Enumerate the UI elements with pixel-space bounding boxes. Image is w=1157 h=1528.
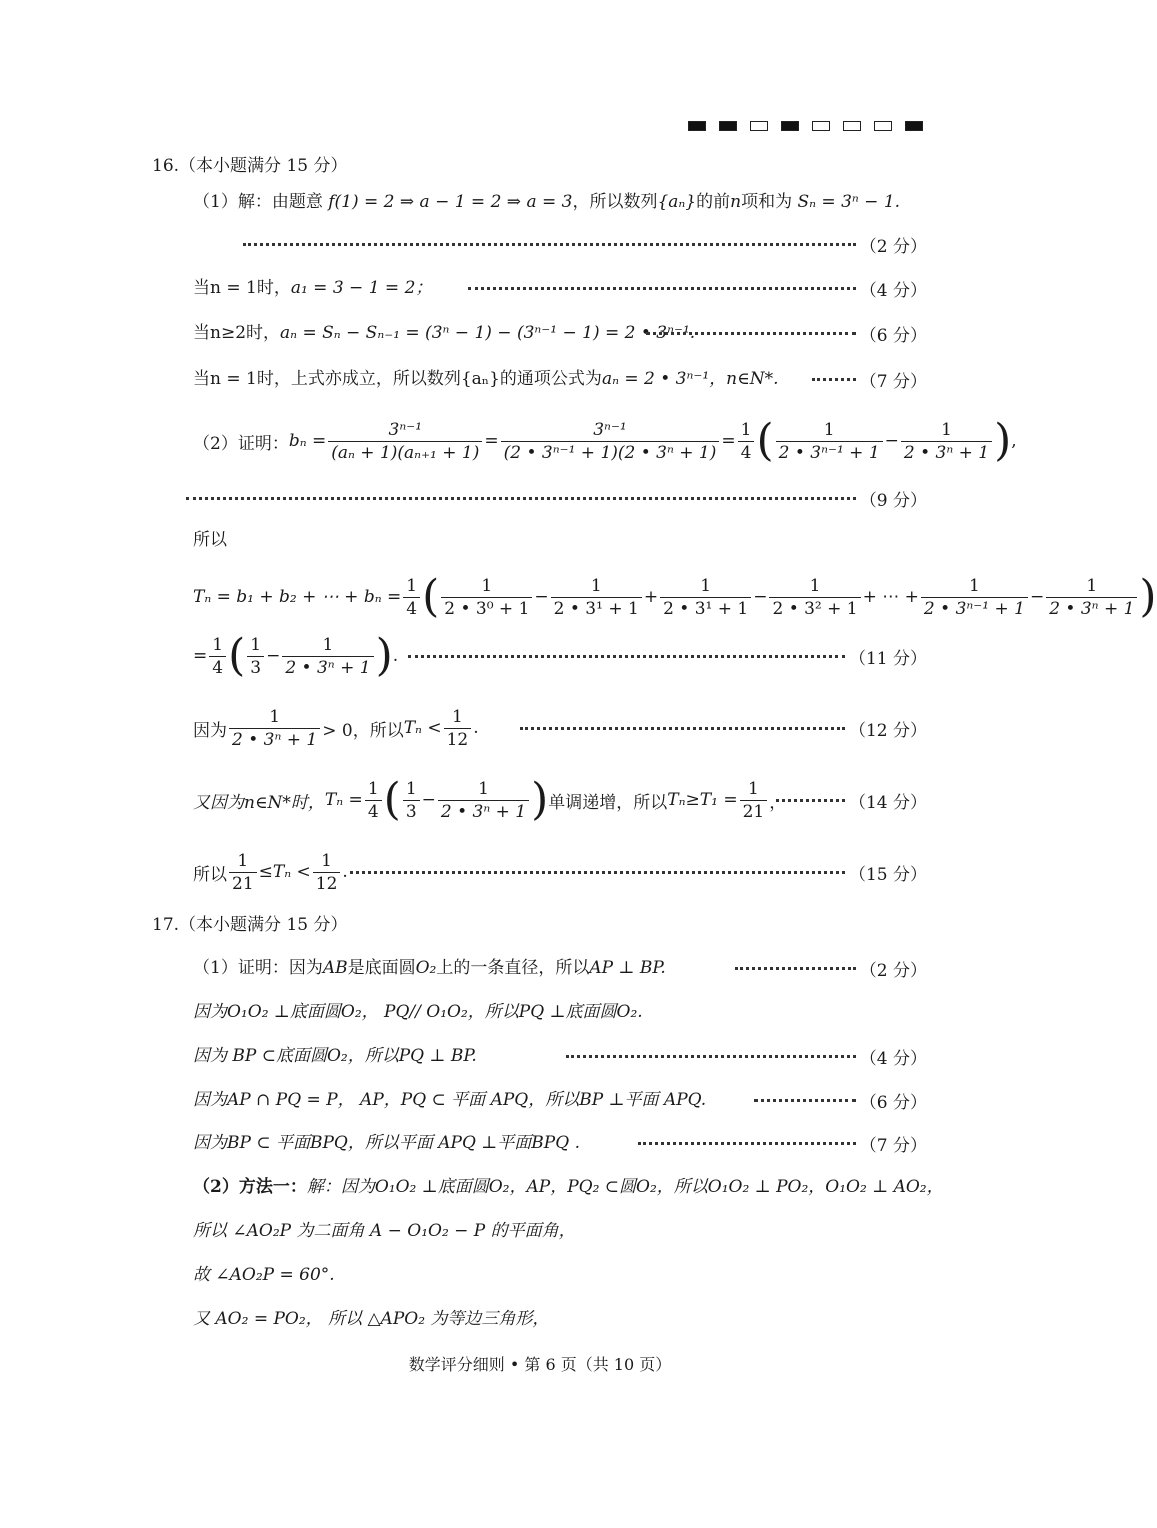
q16-p1-text2: 的前 (696, 192, 731, 212)
fraction (403, 778, 420, 823)
q16-monotone-line: 又因为n∈N*时， Tₙ = $\frac{1}{4}$ ( $\frac{1}{3}$ − $\frac{1}{\text{2 • 3ⁿ + 1}}$ ) 单调递增，所以 Tₙ≥T₁ = $\frac{1}{21}$ ， (193, 774, 787, 825)
q16-score-15-row (350, 860, 927, 884)
denominator: 2 • 3ⁿ + 1 (1049, 598, 1135, 619)
numerator: 1 (229, 850, 257, 873)
q16-title: 16.（本小题满分 15 分） (152, 156, 348, 176)
q17-l1-a: （1）证明：因为 (193, 958, 323, 978)
numerator: 1 (229, 706, 320, 729)
fraction (313, 850, 341, 895)
q16-l15-a: 所以 (193, 864, 227, 885)
fraction (328, 419, 482, 464)
q16-general-term-line (193, 367, 778, 391)
numerator: 1 (901, 419, 992, 442)
denominator: 4 (406, 598, 418, 619)
numerator: 1 (438, 778, 529, 801)
numerator: 1 (209, 634, 226, 657)
q16-score-9: （9 分） (859, 490, 927, 511)
numerator: 1 (282, 634, 373, 657)
numerator: 1 (365, 778, 382, 801)
numerator: 1 (313, 850, 341, 873)
q16-score-7-row (812, 367, 927, 391)
q16-bn-equation: （2）证明： bₙ = $\frac{\text{3ⁿ⁻¹}}{\text{(aₙ + 1)(aₙ₊₁ + 1)}}$ = $\frac{\text{3ⁿ⁻¹}}{\text{(2 • 3ⁿ⁻¹ + 1)(2 • 3ⁿ + 1)}}$ = $\frac{1}{4}$ ( $\frac{1}{\text{2 • 3ⁿ⁻¹ + 1}}$ − $\frac{1}{\text{2 • 3ⁿ + 1}}$ ) , (193, 415, 1017, 466)
denominator: 2 • 3ⁿ⁻¹ + 1 (923, 598, 1025, 619)
numerator: 1 (441, 575, 532, 598)
q16-n2-line (193, 321, 695, 345)
fraction (229, 706, 320, 751)
empty-square-mark (843, 121, 861, 131)
q17-score-6-row (754, 1088, 927, 1112)
q17-line-8: 故 ∠AO₂P = 60°. (193, 1265, 335, 1285)
filled-square-mark (719, 121, 737, 131)
fraction (444, 706, 472, 751)
numerator: 1 (740, 778, 768, 801)
fraction (438, 778, 529, 823)
q17-l1-c: 是底面圆 (347, 958, 416, 978)
numerator: 1 (1046, 575, 1137, 598)
q16-score-11: （11 分） (848, 648, 927, 669)
denominator: 3 (250, 657, 262, 678)
empty-square-mark (812, 121, 830, 131)
q17-line-9: 又 AO₂ = PO₂， 所以 △APO₂ 为等边三角形， (193, 1309, 550, 1329)
q16-n2-text: 当n≥2时， (193, 323, 281, 343)
denominator: 2 • 3ⁿ + 1 (285, 657, 371, 678)
q17-line-4: 因为AP ∩ PQ = P， AP，PQ ⊂ 平面 APQ，所以BP ⊥平面 APQ. (193, 1090, 707, 1110)
fraction (282, 634, 373, 679)
q16-conclusion-line: 所以 $\frac{1}{21}$ ≤Tₙ < $\frac{1}{12}$ . (193, 850, 348, 894)
q16-n1-text: 当n = 1时， (193, 278, 291, 298)
q16-part1-line (193, 190, 900, 214)
q17-method-one-label: （2）方法一： (193, 1177, 307, 1197)
q16-bn-lhs: bₙ = (288, 431, 327, 451)
numerator: 1 (738, 419, 755, 442)
denominator: 4 (367, 801, 379, 822)
numerator: 1 (247, 634, 264, 657)
q17-line-6 (193, 1175, 944, 1199)
q16-l14-b: Tₙ = (324, 790, 363, 810)
fraction (403, 575, 420, 620)
denominator: 2 • 3⁰ + 1 (444, 598, 530, 619)
q16-suoyi: 所以 (193, 530, 227, 550)
q17-line-2: 因为O₁O₂ ⊥底面圆O₂， PQ// O₁O₂，所以PQ ⊥底面圆O₂. (193, 1002, 643, 1022)
filled-square-mark (781, 121, 799, 131)
q16-tn-result-equation: = $\frac{1}{4}$ ( $\frac{1}{3}$ − $\frac{1}{\text{2 • 3ⁿ + 1}}$ ) . (193, 630, 399, 681)
empty-square-mark (750, 121, 768, 131)
page-marker-squares (688, 121, 923, 131)
numerator: 1 (921, 575, 1028, 598)
page-footer: 数学评分细则 • 第 6 页（共 10 页） (408, 1355, 672, 1374)
fraction (441, 575, 532, 620)
q16-score-4-row (468, 276, 927, 300)
fraction (551, 575, 642, 620)
q17-score-2-row (735, 956, 927, 980)
denominator: 2 • 3ⁿ + 1 (440, 801, 527, 822)
q16-l14-a: 又因为n∈N*时， (193, 792, 325, 813)
denominator: 2 • 3ⁿ + 1 (903, 442, 990, 463)
q16-general-term-eq: aₙ = 2 • 3ⁿ⁻¹，n∈N*. (601, 369, 779, 389)
q16-n2-eq: aₙ = Sₙ − Sₙ₋₁ = (3ⁿ − 1) − (3ⁿ⁻¹ − 1) = 2 • 3ⁿ⁻¹. (280, 323, 696, 343)
q17-score-4-row (566, 1044, 927, 1068)
q16-score-6-row (646, 321, 927, 345)
fraction (921, 575, 1028, 620)
q17-score-7-row (638, 1131, 927, 1155)
numerator: 3ⁿ⁻¹ (501, 419, 720, 442)
q16-n1-line (193, 276, 432, 300)
q16-p1-text: ，所以数列 (572, 192, 658, 212)
q17-line-1 (193, 956, 666, 980)
fraction (209, 634, 226, 679)
filled-square-mark (905, 121, 923, 131)
q17-title: 17.（本小题满分 15 分） (152, 915, 348, 935)
fraction (247, 634, 264, 679)
fraction (365, 778, 382, 823)
q17-line-7: 所以 ∠AO₂P 为二面角 A − O₁O₂ − P 的平面角， (193, 1221, 576, 1241)
q16-p1-n: n (730, 192, 742, 212)
q16-score-14-row (776, 788, 927, 812)
q17-score-7: （7 分） (859, 1135, 927, 1156)
denominator: 2 • 3² + 1 (772, 598, 858, 619)
fraction (501, 419, 720, 464)
q16-p1-text3: 项和为 (741, 192, 793, 212)
q16-score-2: （2 分） (859, 236, 927, 257)
q16-p1-sum: Sₙ = 3ⁿ − 1. (797, 192, 901, 212)
denominator: 12 (446, 729, 469, 750)
fraction (1046, 575, 1137, 620)
denominator: 12 (315, 873, 338, 894)
q16-p1-seq: {aₙ} (657, 192, 697, 212)
q17-l1-b: AB (322, 958, 348, 978)
q17-score-6: （6 分） (859, 1092, 927, 1113)
denominator: 2 • 3ⁿ⁻¹ + 1 (778, 442, 880, 463)
q16-score-11-row (408, 644, 927, 668)
fraction (660, 575, 751, 620)
fraction (229, 850, 257, 895)
numerator: 1 (776, 419, 883, 442)
q16-general-term-text: 当n = 1时，上式亦成立，所以数列{aₙ}的通项公式为 (193, 369, 602, 389)
q16-l15-b: ≤Tₙ < (258, 862, 311, 882)
q16-p1-equation: f(1) = 2 ⇒ a − 1 = 2 ⇒ a = 3 (328, 192, 573, 212)
q17-line-5: 因为BP ⊂ 平面BPQ，所以平面 APQ ⊥平面BPQ . (193, 1133, 580, 1153)
q16-score-12-row (520, 716, 927, 740)
q17-l1-d: O₂ (415, 958, 437, 978)
q16-score-7: （7 分） (859, 371, 927, 392)
q16-l12-c: Tₙ < (403, 718, 442, 738)
denominator: (aₙ + 1)(aₙ₊₁ + 1) (331, 442, 480, 463)
denominator: 2 • 3ⁿ + 1 (232, 729, 318, 750)
q16-score-9-row (186, 486, 927, 510)
denominator: 21 (232, 873, 254, 894)
denominator: 3 (405, 801, 417, 822)
q17-l1-e: 上的一条直径，所以 (436, 958, 590, 978)
denominator: 2 • 3¹ + 1 (663, 598, 749, 619)
numerator: 1 (551, 575, 642, 598)
q16-p2-label: （2）证明： (193, 433, 289, 454)
fraction (901, 419, 992, 464)
fraction (740, 778, 768, 823)
empty-square-mark (874, 121, 892, 131)
q16-score-2-row (243, 232, 927, 256)
q16-score-14: （14 分） (848, 792, 927, 813)
numerator: 1 (769, 575, 860, 598)
q16-l14-d: Tₙ≥T₁ = (667, 790, 738, 810)
q16-positive-line: 因为 $\frac{1}{\text{2 • 3ⁿ + 1}}$ > 0，所以 Tₙ < $\frac{1}{12}$ . (193, 706, 479, 750)
q16-l12-b: > 0，所以 (322, 720, 404, 741)
q17-score-4: （4 分） (859, 1048, 927, 1069)
q16-l12-a: 因为 (193, 720, 227, 741)
q16-score-4: （4 分） (859, 280, 927, 301)
numerator: 1 (444, 706, 472, 729)
denominator: 4 (740, 442, 752, 463)
q16-score-15: （15 分） (848, 864, 927, 885)
numerator: 1 (660, 575, 751, 598)
numerator: 3ⁿ⁻¹ (328, 419, 482, 442)
q17-l6-b: 解：因为O₁O₂ ⊥底面圆O₂，AP，PQ₂ ⊂圆O₂，所以O₁O₂ ⊥ PO₂，O₁O₂ ⊥ AO₂， (306, 1177, 944, 1197)
denominator: (2 • 3ⁿ⁻¹ + 1)(2 • 3ⁿ + 1) (503, 442, 717, 463)
q16-tn-lhs: Tₙ = b₁ + b₂ + ⋯ + bₙ = (193, 587, 402, 607)
numerator: 1 (403, 778, 420, 801)
q17-score-2: （2 分） (859, 960, 927, 981)
q16-score-12: （12 分） (848, 720, 927, 741)
q16-l14-c: 单调递增，所以 (548, 792, 668, 813)
q17-l1-f: AP ⊥ BP. (589, 958, 666, 978)
q17-line-3: 因为 BP ⊂底面圆O₂，所以PQ ⊥ BP. (193, 1046, 477, 1066)
fraction (738, 419, 755, 464)
fraction (776, 419, 883, 464)
denominator: 2 • 3¹ + 1 (553, 598, 639, 619)
q16-tn-sum-equation: Tₙ = b₁ + b₂ + ⋯ + bₙ = $\frac{1}{4}$ ( $\frac{1}{\text{2 • 3⁰ + 1}}$ − $\frac{1}{\text{2 • 3¹ + 1}}$ + $\frac{1}{\text{2 • 3¹ + 1}}$ − $\frac{1}{\text{2 • 3² + 1}}$ + ⋯ + $\frac{1}{\text{2 • 3ⁿ⁻¹ + 1}}$ − $\frac{1}{\text{2 • 3ⁿ + 1}}$ ) (193, 571, 1157, 622)
denominator: 21 (742, 801, 765, 822)
denominator: 4 (212, 657, 224, 678)
numerator: 1 (403, 575, 420, 598)
q16-n1-eq: a₁ = 3 − 1 = 2； (290, 278, 433, 298)
q16-score-6: （6 分） (859, 325, 927, 346)
fraction (769, 575, 860, 620)
q16-p1-label: （1）解：由题意 (193, 192, 323, 212)
filled-square-mark (688, 121, 706, 131)
